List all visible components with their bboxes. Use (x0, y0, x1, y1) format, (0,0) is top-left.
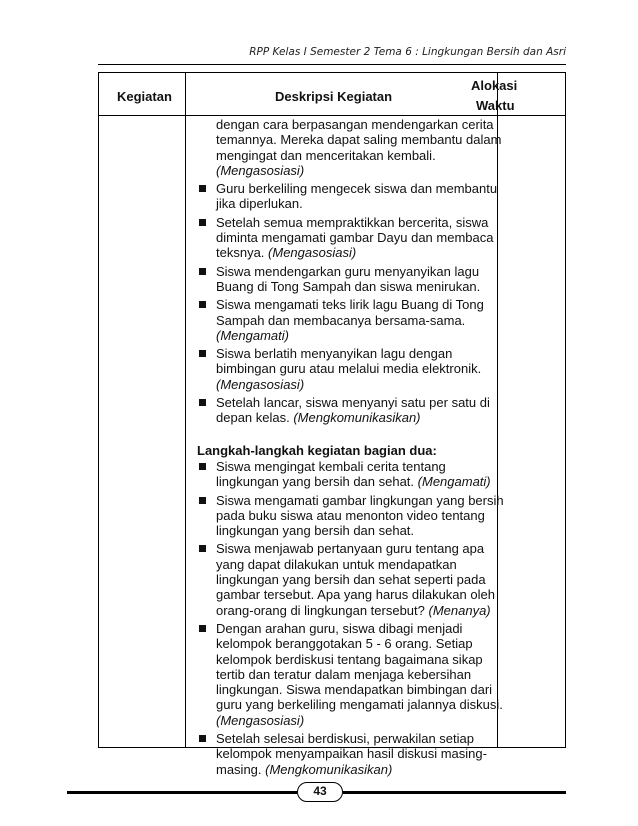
list-item (197, 620, 503, 728)
text-line: Setelah selesai berdiskusi, perwakilan setiap (216, 730, 474, 746)
text-line: gambar tersebut. Apa yang harus dilakukan oleh (216, 587, 495, 603)
activity-tag: (Mengasosiasi) (216, 712, 305, 728)
activity-tag: (Menanya) (428, 602, 491, 618)
square-bullet-icon (199, 399, 206, 406)
text-line: lingkungan. Siswa mendapatkan bimbingan dari (216, 682, 493, 698)
text-segment: depan kelas. (216, 410, 294, 426)
text-line (216, 474, 495, 489)
column-header-alokasi: Alokasi (471, 78, 518, 93)
text-line: Buang di Tong Sampah dan siswa menirukan. (216, 278, 481, 294)
column-divider-kegiatan (185, 73, 186, 747)
text-line (216, 762, 495, 777)
text-line (216, 245, 495, 260)
text-line: Dengan arahan guru, siswa dibagi menjadi (216, 620, 463, 636)
square-bullet-icon (199, 735, 206, 742)
text-line: Siswa mengamati gambar lingkungan yang bersih (216, 492, 504, 508)
square-bullet-icon (199, 625, 206, 632)
text-segment: lingkungan yang bersih dan sehat. (216, 474, 418, 490)
list-item (197, 492, 504, 539)
square-bullet-icon (199, 301, 206, 308)
section-title: Langkah-langkah kegiatan bagian dua: (197, 442, 437, 458)
square-bullet-icon (199, 545, 206, 552)
page-number: 43 (297, 782, 343, 802)
column-divider-deskripsi (497, 73, 498, 747)
text-segment: masing. (216, 761, 266, 777)
text-line: Setelah semua mempraktikkan bercerita, siswa (216, 214, 489, 230)
text-line: pada buku siswa atau menonton video tentang (216, 507, 485, 523)
text-line: lingkungan yang bersih dan sehat seperti pada (216, 572, 486, 588)
list-item (197, 181, 498, 212)
text-line: jika diperlukan. (216, 196, 303, 212)
footer-rule-right (343, 791, 566, 794)
text-line (216, 603, 495, 618)
text-line: mengingat dan menceritakan kembali. (216, 147, 436, 163)
activity-tag: (Mengamati) (417, 474, 491, 490)
list-item (197, 346, 495, 392)
activity-tag: (Mengkomunikasikan) (265, 761, 393, 777)
activity-tag: (Mengasosiasi) (216, 376, 305, 392)
square-bullet-icon (199, 497, 206, 504)
square-bullet-icon (199, 185, 206, 192)
list-item (197, 541, 495, 617)
footer-rule-left (67, 791, 297, 794)
text-line: diminta mengamati gambar Dayu dan membaca (216, 230, 494, 246)
square-bullet-icon (199, 350, 206, 357)
text-line: Guru berkeliling mengecek siswa dan membantu (216, 181, 498, 197)
activity-tag: (Mengamati) (216, 327, 289, 343)
text-line: Siswa mengamati teks lirik lagu Buang di Tong (216, 297, 484, 313)
text-line: kelompok menyampaikan hasil diskusi masing- (216, 746, 487, 762)
running-header: RPP Kelas I Semester 2 Tema 6 : Lingkungan Bersih dan Asri (249, 46, 566, 58)
header-rule (98, 64, 566, 65)
list-item (197, 264, 495, 295)
list-item (197, 297, 495, 343)
text-line: Siswa mendengarkan guru menyanyikan lagu (216, 263, 480, 279)
list-item (197, 731, 495, 777)
square-bullet-icon (199, 219, 206, 226)
column-header-deskripsi: Deskripsi Kegiatan (275, 89, 393, 104)
square-bullet-icon (199, 268, 206, 275)
text-line: Sampah dan membacanya bersama-sama. (216, 312, 466, 328)
text-line: kelompok beranggotakan 5 - 6 orang. Setiap (216, 636, 473, 652)
text-line: Siswa mengingat kembali cerita tentang (216, 458, 446, 474)
text-line: guru yang berkeliling mengamati jalannya diskusi. (216, 697, 503, 713)
square-bullet-icon (199, 463, 206, 470)
text-segment: orang-orang di lingkungan tersebut? (216, 602, 429, 618)
column-header-kegiatan: Kegiatan (117, 89, 172, 104)
text-segment: teksnya. (216, 245, 269, 261)
text-line: Setelah lancar, siswa menyanyi satu per satu di (216, 395, 490, 411)
activity-tag: (Mengasosiasi) (268, 245, 357, 261)
text-line: Siswa berlatih menyanyikan lagu dengan (216, 346, 453, 362)
text-line: dengan cara berpasangan mendengarkan cerita (216, 117, 494, 132)
text-line: lingkungan yang bersih dan sehat. (216, 523, 415, 539)
text-line: bimbingan guru atau melalui media elektronik. (216, 361, 482, 377)
activity-tag: (Mengasosiasi) (216, 162, 305, 178)
text-line: Siswa menjawab pertanyaan guru tentang apa (216, 541, 485, 557)
text-line: yang dapat dilakukan untuk mendapatkan (216, 556, 457, 572)
intro-paragraph (197, 117, 502, 178)
text-line: kelompok berdiskusi tentang bagaimana sikap (216, 651, 483, 667)
text-line: tertib dan teratur dalam menjaga kebersihan (216, 666, 472, 682)
activity-description (197, 117, 504, 777)
text-line (216, 410, 495, 425)
activity-tag: (Mengkomunikasikan) (293, 410, 421, 426)
list-item (197, 459, 495, 490)
header-row-divider (99, 115, 565, 116)
column-header-waktu: Waktu (476, 98, 515, 113)
list-item (197, 395, 495, 426)
text-line: temannya. Mereka dapat saling membantu dalam (216, 132, 502, 148)
list-item (197, 215, 495, 261)
